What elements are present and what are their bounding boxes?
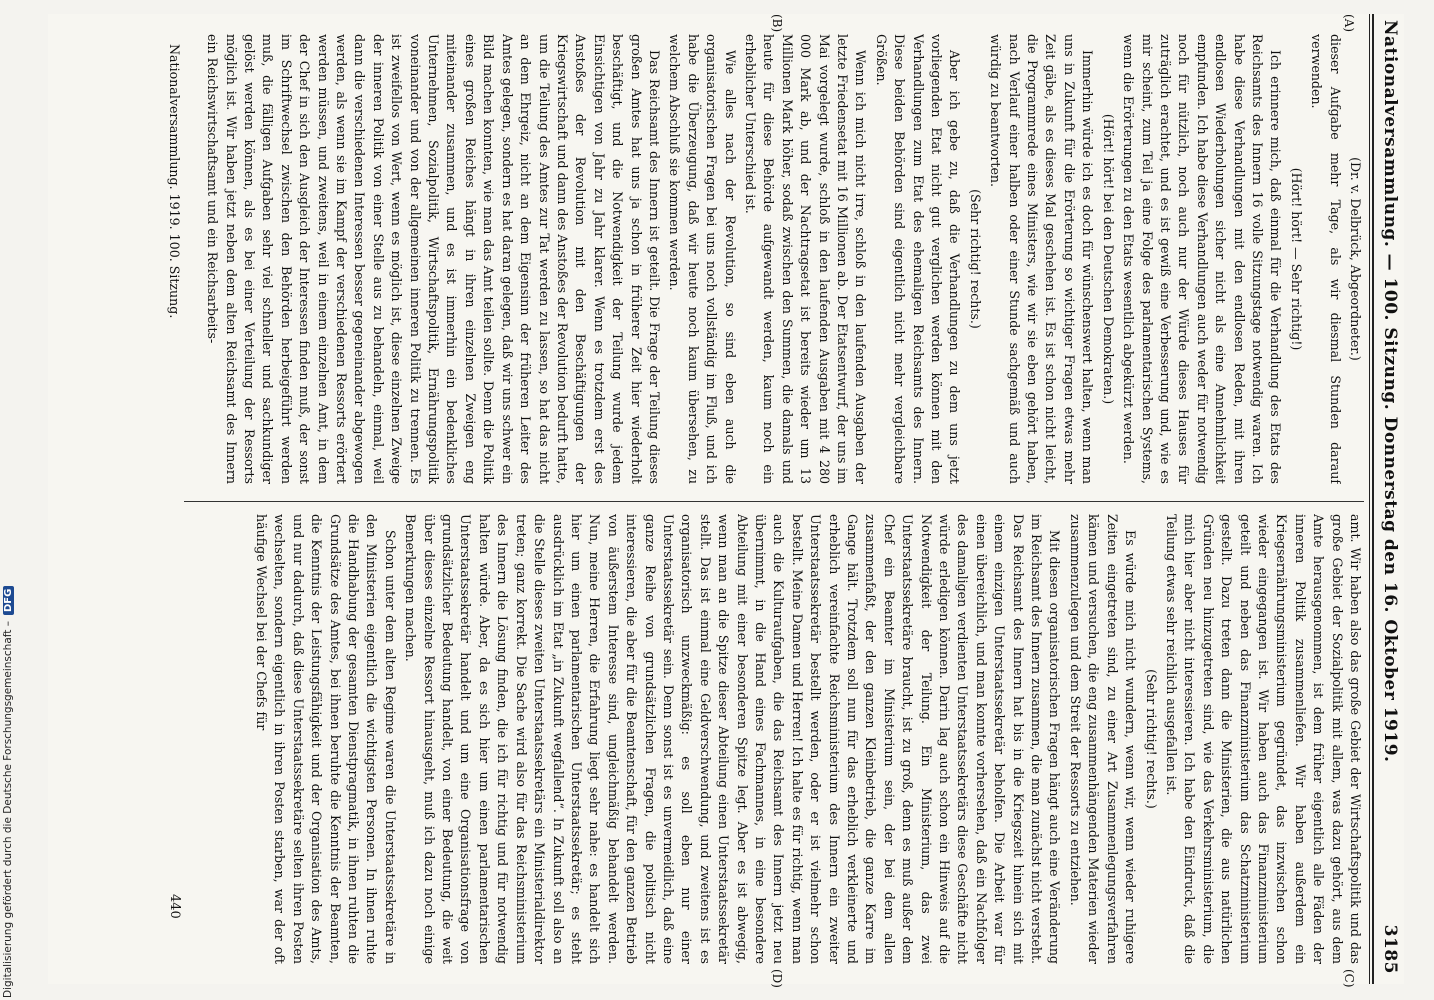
interjection: (Sehr richtig! rechts.) [1143, 669, 1159, 809]
paragraph: Wie alles nach der Revolution, so sind eben auch die organisatorischen Fragen bei uns noch vollständig im Fluß, und ich habe die Überzeugung, daß wir heute noch kaum übersehen, zu welchem Abschluß sie kommen werden. [667, 34, 738, 484]
paragraph: Ich erinnere mich, daß einmal für die Verhandlung des Etats des Reichsamts des Innern 16 volle Sitzungstage notwendig waren. Ich habe diese Verhandlungen mit den endlosen Reden, mit ihren endlosen Wiederholungen sicher nicht als eine Annehmlichkeit empfunden. Ich habe diese Verhandlungen auch weder für notwendig noch für nützlich, noch auch nur der Würde dieses Hauses für zuträglich erachtet, und es ist gewiß eine Verbesserung und, wie es mir scheint, zum Teil ja eine Folge des parlamentarischen Systems, wenn die Erörterungen zu den Etats wesentlich abgekürzt werden. [1121, 34, 1284, 484]
right-column [184, 514, 1364, 964]
dfg-logo: DFG [3, 586, 14, 615]
page-header [1374, 14, 1404, 984]
rotated-page [48, 14, 1404, 988]
margin-marker-a: (A) [1342, 14, 1356, 33]
paragraph: Mit diesen organisatorischen Fragen hängt auch eine Veränderung im Reichsamt des Innern zusammen, die man zunächst nicht versteht. Das Reichsamt des Innern hat bis in die Kriegszeit hinein sich mit einem einzigen Unterstaatssekretär beholfen. Die Arbeit war für einen übereichlich, und man konnte vorhersehen, daß ein Nachfolger des damaligen verdienten Unterstaatssekretärs diese Geschäfte nicht würde erledigen können. Darin lag auch schon ein Hinweis auf die Notwendigkeit der Teilung. Ein Ministerium, das zwei Unterstaatssekretäre braucht, ist zu groß, denn es muß außer dem Chef ein Beamter im Ministerium sein, der bei dem allen zusammenfaßt, der den ganzen Kleinbetrieb, die ganze Karre im Gange hält. Trotzdem soll nun für das erheblich verkleinerte und erheblich vereinfachte Reichsministerium des Innern ein zweiter Unterstaatssekretär bestellt werden, oder er ist vielmehr schon bestellt. Meine Damen und Herren! Ich halte es für richtig, wenn man auch die Kulturaufgaben, die das Reichsamt des Innern jetzt neu übernimmt, in die Hand eines Fachmannes, in eine besondere Abteilung mit einer besonderen Spitze legt. Aber es ist abwegig, wenn man an die Spitze dieser Abteilung einen Unterstaatssekretär stellt. Das ist einmal eine Geldverschwendung, und zweitens ist es organisatorisch unzweckmäßig: es soll eben nur einer Unterstaatssekretär sein. Denn sonst ist es unvermeidlich, daß eine ganze Reihe von grundsätzlichen Fragen, die politisch nicht interessieren, die aber für die Beamtenschaft, für den ganzen Betrieb von äußerstem Interesse sind, ungleichmäßig behandelt werden. Nun, meine Herren, die Erfahrung liegt sehr nahe: es handelt sich hier um einen parlamentarischen Unterstaatssekretär; es steht ausdrücklich im Etat „in Zukunft wegfallend“. In Zukunft soll also an die Stelle dieses zweiten Unterstaatssekretärs ein Ministerialdirektor treten; ganz korrekt. Die Sache wird also für das Reichsministerium des Innern die Lösung finden, die ich für richtig und für notwendig halten würde. Aber, da es sich hier um einen parlamentarischen Unterstaatssekretär handelt und um eine Organisationsfrage von grundsätzlicher Bedeutung handelt, von einer Bedeutung, die weit über dieses einzelne Ressort hinausgeht, muß ich dazu noch einige Bemerkungen machen. [403, 514, 1063, 964]
paragraph: Schon unter dem alten Regime waren die Unterstaatssekretäre in den Ministerien eigentlich die wichtigsten Personen. In ihnen ruhte die Handhabung der gesamten Dienstpragmatik, in ihnen ruhten die Grundsätze des Amtes, bei ihnen beruhte die Kenntnis der Beamten, die Kenntnis der Leistungsfähigkeit und der Organisation des Amts, und nur dadurch, daß diese Unterstaatssekretäre selten ihren Posten wechselten, sondern eigentlich in ihren Posten starben, war der oft häufige Wechsel bei der Chefs für [254, 514, 398, 964]
margin-marker-c: (C) [1342, 969, 1356, 988]
header-page-number: 3185 [1380, 924, 1400, 974]
page-footer-number: 440 [167, 894, 182, 919]
page-footer-left: Nationalversammlung. 1919. 100. Sitzung. [167, 44, 182, 319]
interjection: (Hört! hört! — Sehr richtig!) [1288, 167, 1304, 351]
paragraph: Es würde mich nicht wundern, wenn wir, wenn wieder ruhigere Zeiten eingetreten sind, zu einer Art Zusammenlegungsverfahren kämen und versuchen, die eng zusammenhängenden Materien wieder zusammenzulegen und dem Streit der Ressorts zu entziehen. [1067, 514, 1139, 964]
column-divider [184, 501, 1364, 502]
margin-marker-b: (B) [770, 14, 784, 33]
left-column [184, 34, 1364, 484]
paragraph: dieser Aufgabe mehr Tage, als wir diesmal Stunden darauf verwenden. [1309, 34, 1343, 484]
margin-marker-d: (D) [770, 969, 784, 988]
paragraph: Das Reichsamt des Innern ist geteilt. Die Frage der Teilung dieses großen Amtes hat uns ja schon in früherer Zeit hier wiederholt beschäftigt, und die Notwendigkeit der Teilung wurde jedem Einsichtigen von Jahr zu Jahr klarer. Wenn es trotzdem erst des Anstoßes der Revolution mit den Beschäftigungen der Kriegswirtschaft und dann des Anstoßes der Revolution bedurft hatte, um die Teilung des Amtes zur Tat werden zu lassen, so hat das nicht an dem Ehrgeiz, nicht an dem Eigensinn der früheren Leiter des Amtes gelegen, sondern es hat daran gelegen, daß wir uns schwer ein Bild machen konnten, wie man das Amt teilen sollte. Denn die Politik eines großen Reiches hängt in ihren einzelnen Zweigen eng miteinander zusammen, und es ist immerhin ein bedenkliches Unternehmen, Sozialpolitik, Wirtschaftspolitik, Ernährungspolitik voneinander und von der allgemeinen inneren Politik zu trennen. Es ist zweifellos von Wert, wenn es möglich ist, diese einzelnen Zweige der inneren Politik von einer Stelle aus zu behandeln, einmal, weil dann die verschiedenen Interessen besser gegeneinander abgewogen werden, als wenn sie im Kampf der verschiedenen Ressorts erörtert werden müssen, und zweitens, weil in einem einzelnen Amt, in dem der Chef in sich den Ausgleich der Interessen finden muß, der sonst im Schriftwechsel zwischen den Behörden herbeigeführt werden muß, die fälligen Aufgaben sehr viel schneller und sachkundiger gelöst werden können, als es bei einer Verteilung der Ressorts möglich ist. Wir haben jetzt neben dem alten Reichsamt des Innern ein Reichswirtschaftsamt und ein Reichsarbeits- [205, 34, 662, 484]
paragraph: Aber ich gebe zu, daß die Verhandlungen zu dem uns jetzt vorliegenden Etat nicht gut verglichen werden können mit den Verhandlungen zum Etat des ehemaligen Reichsamts des Innern. Diese beiden Behörden sind eigentlich nicht mehr vergleichbare Größen. [873, 34, 963, 484]
paragraph: Immerhin würde ich es doch für wünschenswert halten, wenn man uns in Zukunft für die Erörterung so wichtiger Fragen etwas mehr Zeit gäbe, als es dieses Mal geschehen ist. Es ist schon nicht leicht, die Programmrede eines Ministers, wie wir sie eben gehört haben, nach Verlauf einer halben oder einer Stunde sachgemäß und auch würdig zu beantworten. [988, 34, 1096, 484]
paragraph: Wenn ich mich nicht irre, schloß in den laufenden Ausgaben der letzte Friedensetat mit 16 Millionen ab. Der Etatsentwurf, der uns im Mai vorgelegt wurde, schloß in den laufenden Ausgaben mit 4 280 000 Mark ab, und der Nachtragsetat ist bereits wieder um 13 Millionen Mark höher, sodaß zwischen den Summen, die damals und heute für diese Behörde aufgewandt werden, kaum noch ein erheblicher Unterschied ist. [743, 34, 869, 484]
paragraph: amt. Wir haben also das große Gebiet der Wirtschaftspolitik und das große Gebiet der Sozialpolitik mit allem, was dazu gehört, aus dem Amte herausgenommen, ist dem früher eigentlich alle Fäden der inneren Politik zusammenliefen. Wir haben außerdem ein Kriegsernährungsministerium gegründet, das inzwischen schon wieder eingegangen ist. Wir haben auch das Finanzministerium geteilt und neben das Finanzministerium das Schatzministerium gestellt. Dazu treten dann die Ministerien, die aus natürlichen Gründen neu hinzugetreten sind, wie das Verkehrsministerium, die mich hier aber nicht interessieren. Ich habe den Eindruck, daß die Teilung etwas sehr reichlich ausgefallen ist. [1163, 514, 1363, 964]
interjection: (Hört! hört! bei den Deutschen Demokraten.) [1100, 113, 1116, 405]
digitization-caption [2, 588, 14, 998]
header-rule-thin [1369, 14, 1370, 984]
speaker-line: (Dr. v. Delbrück, Abgeordneter.) [1348, 157, 1363, 361]
header-title: Nationalversammlung. — 100. Sitzung. Donnerstag den 16. Oktober 1919. [1380, 20, 1400, 763]
interjection: (Sehr richtig! rechts.) [967, 189, 983, 329]
header-rule [1372, 14, 1374, 984]
caption-text: Digitalisierung gefördert durch die Deutsche Forschungsgemeinschaft – [2, 621, 14, 998]
